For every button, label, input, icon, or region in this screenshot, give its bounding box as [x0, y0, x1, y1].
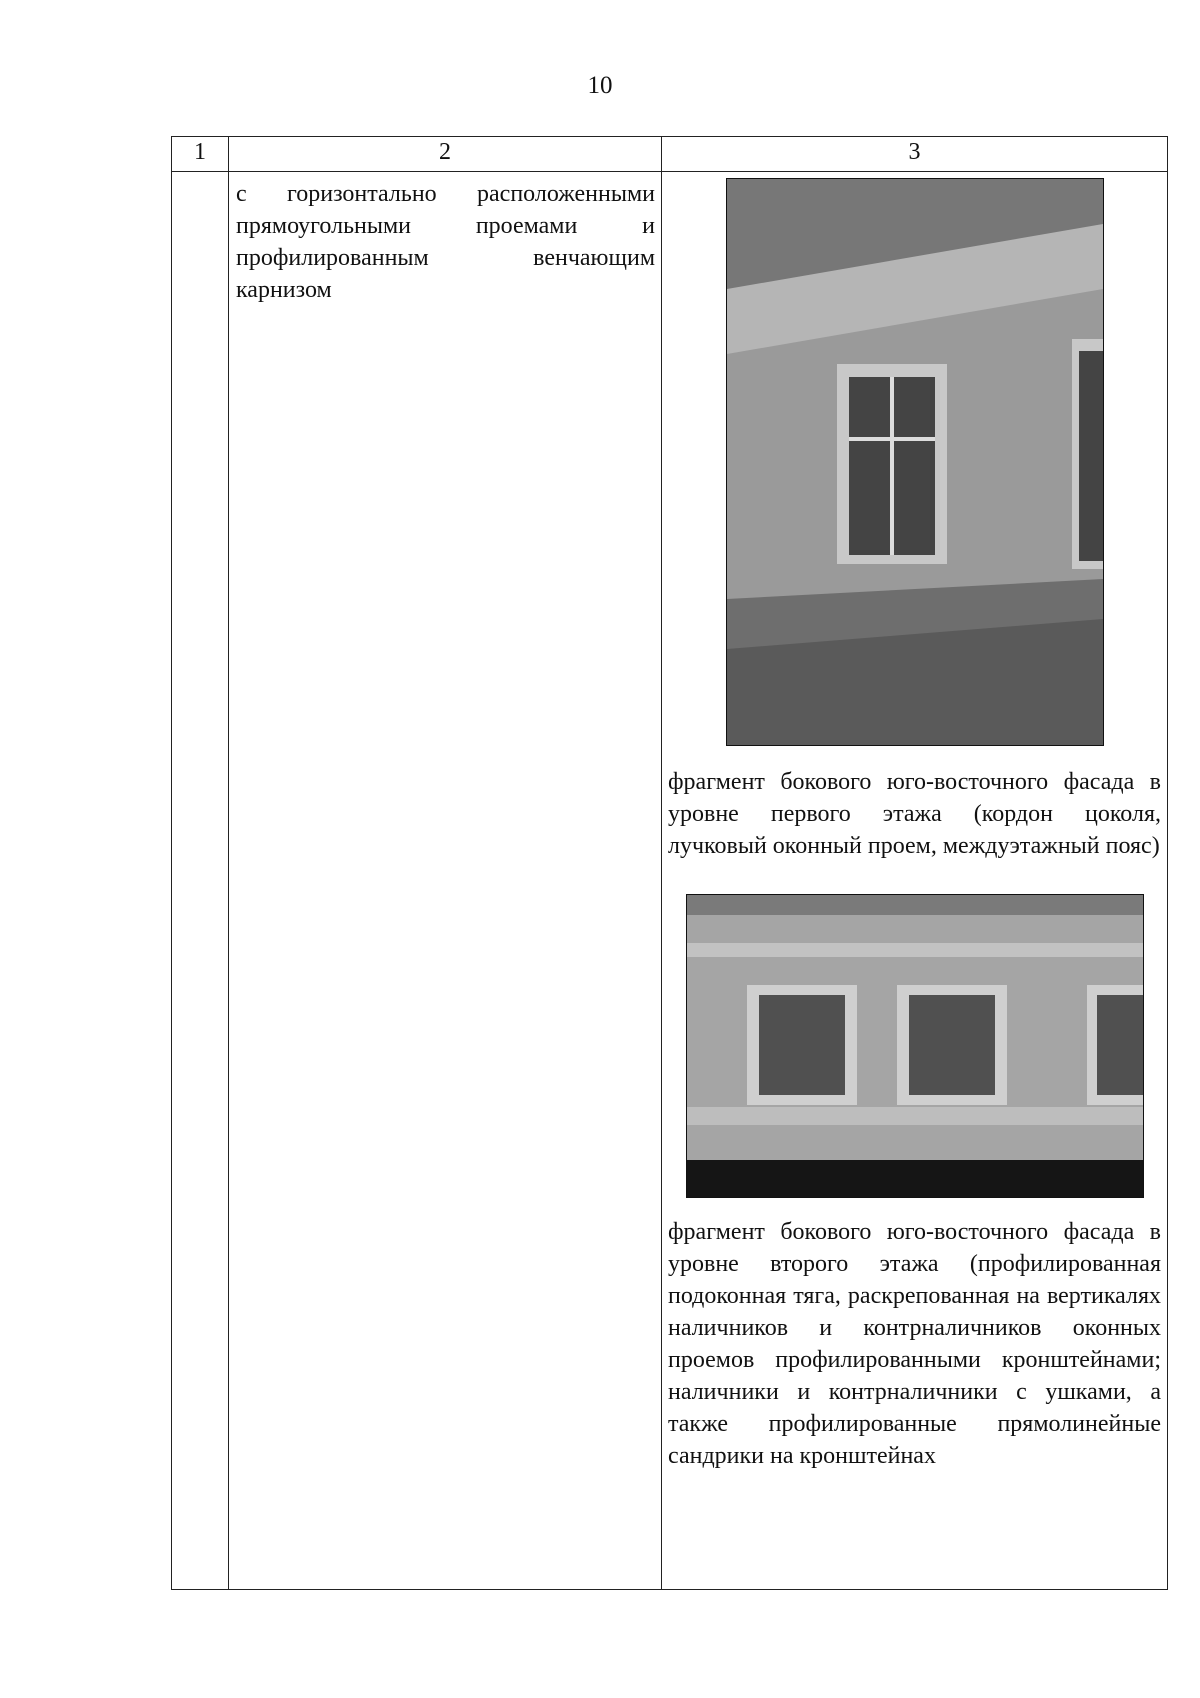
- header-cell-3: 3: [662, 137, 1168, 172]
- table-row: [172, 172, 1168, 1590]
- photo-caption-second-floor: фрагмент бокового юго-восточного фасада в уровне второго этажа (профилированная подоконная тяга, раскрепованная на вертикалях наличников и контрналичников оконных проемов профилированными кронштейнами; наличники и контрналичники с ушками, а также профилированные прямолинейные сандрики на кронштейнах: [668, 1219, 1161, 1469]
- photo-caption-first-floor: фрагмент бокового юго-восточного фасада в уровне первого этажа (кордон цоколя, лучковый оконный проем, междуэтажный пояс): [668, 769, 1161, 859]
- page-number: 10: [587, 72, 613, 99]
- row-cell-3: [662, 172, 1168, 1590]
- header-cell-1: 1: [172, 137, 229, 172]
- table-header-row: [172, 137, 1168, 172]
- document-table: [171, 136, 1168, 1590]
- element-description: с горизонтально расположенными прямоугольными проемами и профилированным венчающим карнизом: [236, 181, 655, 303]
- row-cell-1: [172, 172, 229, 1590]
- header-cell-2: 2: [229, 137, 662, 172]
- row-cell-2: [229, 172, 662, 1590]
- facade-photo-first-floor: [726, 178, 1104, 746]
- facade-photo-second-floor: [686, 894, 1144, 1198]
